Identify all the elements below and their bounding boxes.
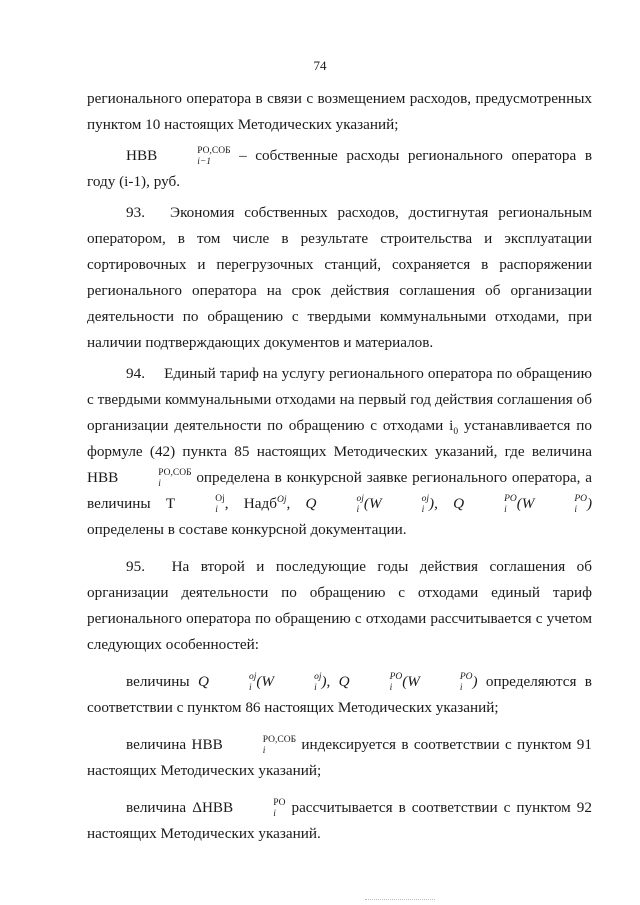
formula-nvv-sob: НВВ РО,СОБ i−1 bbox=[126, 146, 231, 168]
scan-mark bbox=[365, 899, 435, 903]
formula-tariff: Т Oj i bbox=[165, 494, 225, 516]
paragraph-continuation: регионального оператора в связи с возмещением расходов, предусмотренных пунктом 10 настоящих Методических указаний; bbox=[87, 90, 592, 133]
paragraph-94: 94. Единый тариф на услугу регионального оператора по обращению с твердыми коммунальными отходами на первый год действия соглашения об организации деятельности по обращению с отходами $i_0$ устанавливается по формуле (42) пункта 85 настоящих Методических указаний, где величина НВВ РО,СОБ i определена в конкурсной заявке регионального оператора, а величины Т Oj i , Надб$^{Oj}$, Q oj i (W oj i ), Q РО i (W РО i ) определены в составе конкурсной документации. bbox=[87, 365, 593, 538]
formula-nvv-sob-i: НВВ РО,СОБ i bbox=[87, 468, 192, 490]
formula-delta-nvv: ΔНВВ РО i bbox=[192, 798, 286, 820]
document-body bbox=[87, 86, 592, 847]
paragraph-95: 95. На второй и последующие годы действия соглашения об организации деятельности по обращению с отходами единый тариф регионального оператора по обращению с отходами рассчитывается с учетом следующих особенностей: bbox=[87, 558, 592, 653]
list-item-q-values: величины Q oj i (W oj i ), Q РО i (W РО i ) определяются в соответствии с пунктом 86 настоящих Методических указаний; bbox=[87, 672, 592, 716]
formula-q-oj-list: Q oj i (W oj i ) bbox=[197, 672, 327, 694]
list-item-nvv-index: величина НВВ РО,СОБ i индексируется в соответствии с пунктом 91 настоящих Методических указаний; bbox=[87, 735, 592, 779]
paragraph-93: 93. Экономия собственных расходов, достигнутая региональным оператором, в том числе в результате строительства и эксплуатации сортировочных и перегрузочных станций, сохраняется в распоряжении регионального оператора на срок действия соглашения об организации деятельности по обращению с твердыми коммунальными отходами, при наличии подтверждающих документов и материалов. bbox=[87, 204, 592, 351]
formula-q-oj: Q oj i (W oj i ) bbox=[305, 494, 435, 516]
page-number: 74 bbox=[313, 58, 327, 73]
paragraph-definition: НВВ РО,СОБ i−1 – собственные расходы регионального оператора в году (i-1), руб. bbox=[87, 146, 592, 190]
formula-q-ro-list: Q РО i (W РО i ) bbox=[338, 672, 478, 694]
formula-q-ro: Q РО i (W РО i ) bbox=[453, 494, 593, 516]
list-item-delta-nvv: величина ΔНВВ РО i рассчитывается в соответствии с пунктом 92 настоящих Методических указаний. bbox=[87, 798, 592, 842]
formula-nvv-sob-list: НВВ РО,СОБ i bbox=[191, 735, 297, 757]
